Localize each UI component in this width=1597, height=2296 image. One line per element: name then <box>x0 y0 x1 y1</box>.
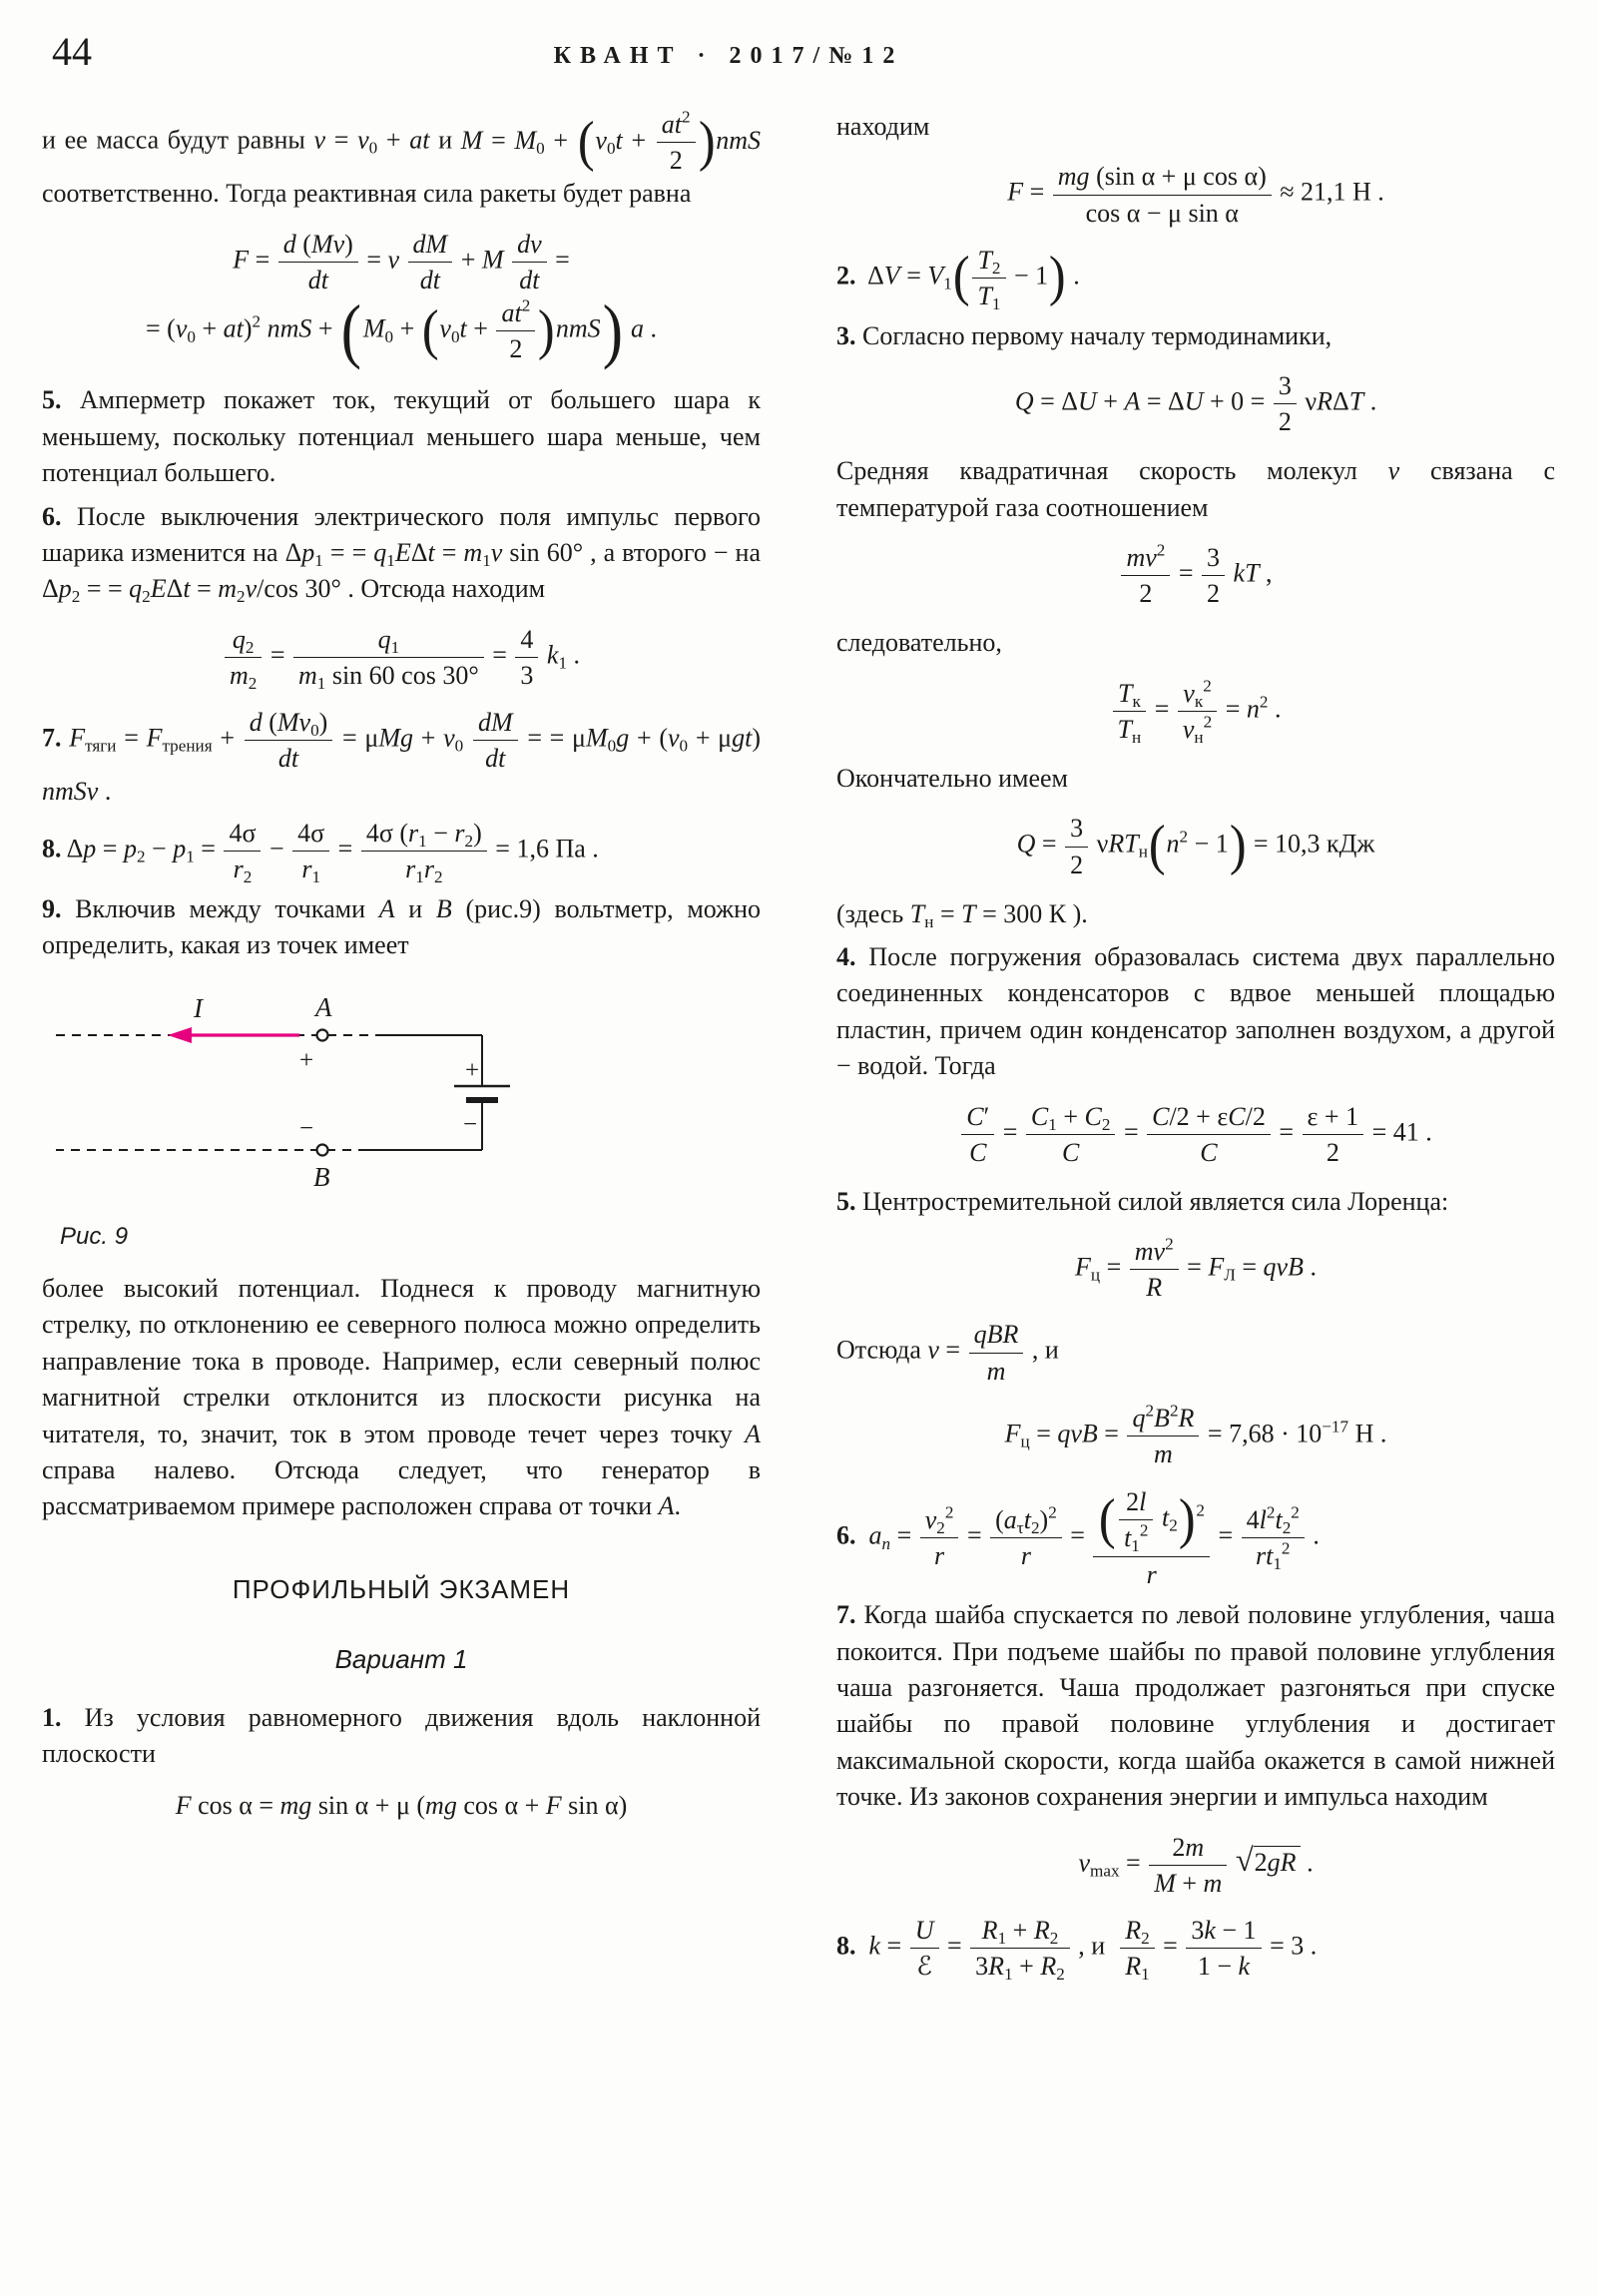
para-problem-8: 8. k = $\frac{U}{\text{ℰ}}$ = $\frac{R_1 + R_2}{3R_1 + R_2}$ , и $\frac{R_2}{R_1}$ = $\frac{3k - 1}{1 - k}$ = 3 . <box>836 1915 1318 1985</box>
para-problem-7: 7. $F_{тяги} = F_{трения}$ + $\frac{d (Mv_0)}{dt}$ = $\mu Mg + v_0$ $\frac{dM}{dt}$ = = $\mu M_0g + (v_0 + \mu gt)$ nmSv . <box>42 707 762 807</box>
para-here-t: (здесь $T_н = T = 300$ К ). <box>836 898 1088 931</box>
node-b-label: B <box>313 1161 330 1192</box>
para-problem-9: 9. Включив между точками A и B (рис.9) вольтметр, можно определить, какая из точек имеет <box>42 893 761 960</box>
content-columns <box>42 102 1555 1989</box>
formula-force-result: F = $\frac{\text{mg (sin α + μ cos α)}}{\text{cos α − μ sin α}}$ ≈ 21,1 Н . <box>1007 162 1384 228</box>
current-arrow-head <box>168 1027 192 1043</box>
formula-first-law: Q = ΔU + A = ΔU + 0 = $\frac{3}{2}$ νRΔT . <box>1014 371 1377 437</box>
para-problem-5: 5. Центростремительной силой является сила Лоренца: <box>836 1186 1449 1216</box>
formula-variant1-problem-1: F cos α = mg sin α + μ (mg cos α + F sin α) <box>175 1791 628 1821</box>
node-b <box>317 1144 328 1155</box>
current-label: I <box>194 992 203 1023</box>
para-problem-6: 6. После выключения электрического поля импульс первого шарика изменится на $\Delta p_1$ = = $q_1E\Delta t = m_1v$ sin 60° , а второго − на $\Delta p_2$ = = $q_2E\Delta t = m_2v/\cos$ 30° . Отсюда находим <box>42 501 761 607</box>
formula-vmax: $v_{max}$ = $\frac{2m}{M + m}$ √2gR . <box>1078 1832 1314 1898</box>
right-column <box>836 102 1555 1989</box>
formula-kinetic-temperature: $\frac{mv^2}{2}$ = $\frac{3}{2}$ kT , <box>836 542 1555 609</box>
para-rocket-mass: и ее масса будут равны $v = v_0$ + at и $M = M_0 + (v_0t$ + $\frac{at^2}{2}$ )nmS соответственно. Тогда реактивная сила ракеты будет равна <box>42 107 762 209</box>
figure-caption: Рис. 9 <box>60 1222 129 1250</box>
para-therefore: следовательно, <box>836 628 1002 658</box>
formula-problem-6: $\frac{q_2}{m_2}$ = $\frac{q_1}{m_1 \sin 60 \cos 30^\circ}$ = $\frac{4}{3}$ $k_1$ . <box>42 624 761 691</box>
node-a-label: A <box>315 991 332 1022</box>
para-variant1-problem-1: 1. Из условия равномерного движения вдоль наклонной плоскости <box>42 1702 761 1768</box>
left-column <box>42 102 761 1989</box>
para-problem-8: 8. $\Delta p = p_2 - p_1$ = $\frac{4\sigma}{r_2}$ − $\frac{4\sigma}{r_1}$ = $\frac{4\sigma (r_1 - r_2)}{r_1r_2}$ = 1,6 Па . <box>42 818 599 886</box>
para-problem-3: 3. Согласно первому началу термодинамики, <box>836 320 1332 350</box>
para-problem-7: 7. Когда шайба спускается по левой половине углубления, чаша покоится. При подъеме шайбы по правой половине углубления чаша разгоняется. Чаша продолжает разгоняться при спуске шайбы по правой половине углубления и достигает максимальной скорости, когда шайба окажется в самой нижней точке. Из законов сохранения энергии и импульса находим <box>836 1600 1555 1812</box>
page-number: 44 <box>52 29 92 74</box>
para-finally: Окончательно имеем <box>836 764 1068 794</box>
battery-plus: + <box>465 1056 480 1084</box>
journal-title-line: КВАНТ · 2017/№12 <box>553 43 904 69</box>
subheading-variant-1: Вариант 1 <box>334 1644 468 1675</box>
node-a-plus: + <box>299 1046 314 1074</box>
node-b-minus: − <box>299 1114 314 1142</box>
circuit-diagram <box>48 990 517 1210</box>
formula-heat-result: Q = $\frac{3}{2}$ $\nu RT_н(n^2 - 1) = 10,3$ кДж <box>1016 814 1375 879</box>
node-a <box>317 1029 328 1040</box>
para-hence-v: Отсюда v = $\frac{\text{qBR}}{m}$ , и <box>836 1320 1059 1386</box>
heading-profile-exam: ПРОФИЛЬНЫЙ ЭКЗАМЕН <box>232 1573 571 1604</box>
formula-lorentz: $F_ц$ = $\frac{mv^2}{R}$ = $F_Л$ = qvB . <box>1075 1234 1317 1303</box>
formula-capacitance: $\frac{C'}{C}$ = $\frac{C_1 + C_2}{C}$ = $\frac{C/2 + \varepsilon C/2}{C}$ = $\frac{\varepsilon + 1}{2}$ = 41 . <box>836 1101 1555 1168</box>
battery-minus: − <box>463 1110 478 1138</box>
page-header <box>42 30 1555 88</box>
para-problem-4: 4. После погружения образовалась система двух параллельно соединенных конденсаторов с вдвое меньшей площадью пластин, причем один конденсатор заполнен воздухом, а другой − водой. Тогда <box>836 942 1555 1081</box>
para-we-find: находим <box>836 112 930 141</box>
formula-temperature-ratio: $\frac{T_к}{T_н}$ = $\frac{v_к^2}{v_н^2}$ = $n^2$ . <box>836 678 1555 745</box>
para-problem-2: 2. $\Delta V = V_1$( $\frac{T_2}{T_1}$ − 1) . <box>836 245 1080 313</box>
para-problem-6: 6. $a_n$ = $\frac{v_2^2}{r}$ = $\frac{(a_\tau t_2)^2}{r}$ = ( $\frac{2l}{t_1^2}$ $t_2)^2$ r = $\frac{4l^2t_2^2}{rt_1^2}$ . <box>836 1486 1320 1590</box>
para-problem-5: 5. Амперметр покажет ток, текущий от большего шара к меньшему, поскольку потенциал меньшего шара меньше, чем потенциал большего. <box>42 385 761 488</box>
figure-circuit <box>48 990 761 1254</box>
para-problem-9-continued: более высокий потенциал. Поднеся к проводу магнитную стрелку, по отклонению ее северного полюса можно определить направление тока в проводе. Например, если северный полюс магнитной стрелки отклонится из плоскости рисунка на читателя, то, значит, ток в этом проводе течет через точку A справа налево. Отсюда следует, что генератор в рассматриваемом примере расположен справа от точки A. <box>42 1274 761 1521</box>
para-mean-square-speed: Средняя квадратичная скорость молекул v связана с температурой газа соотношением <box>836 456 1555 522</box>
formula-reactive-force: F = $\frac{d (Mv)}{dt}$ = v $\frac{dM}{dt}$ + M $\frac{dv}{dt}$ = = $(v_0 + at)^2$ nmS + ($M_0 + (v_0t$ + $\frac{at^2}{2}$ )nmS) a . <box>146 229 657 370</box>
formula-centripetal-result: $F_ц$ = qvB = $\frac{q^2B^2R}{m}$ = $7,68 \cdot 10^{-17}$ Н . <box>1004 1401 1387 1468</box>
